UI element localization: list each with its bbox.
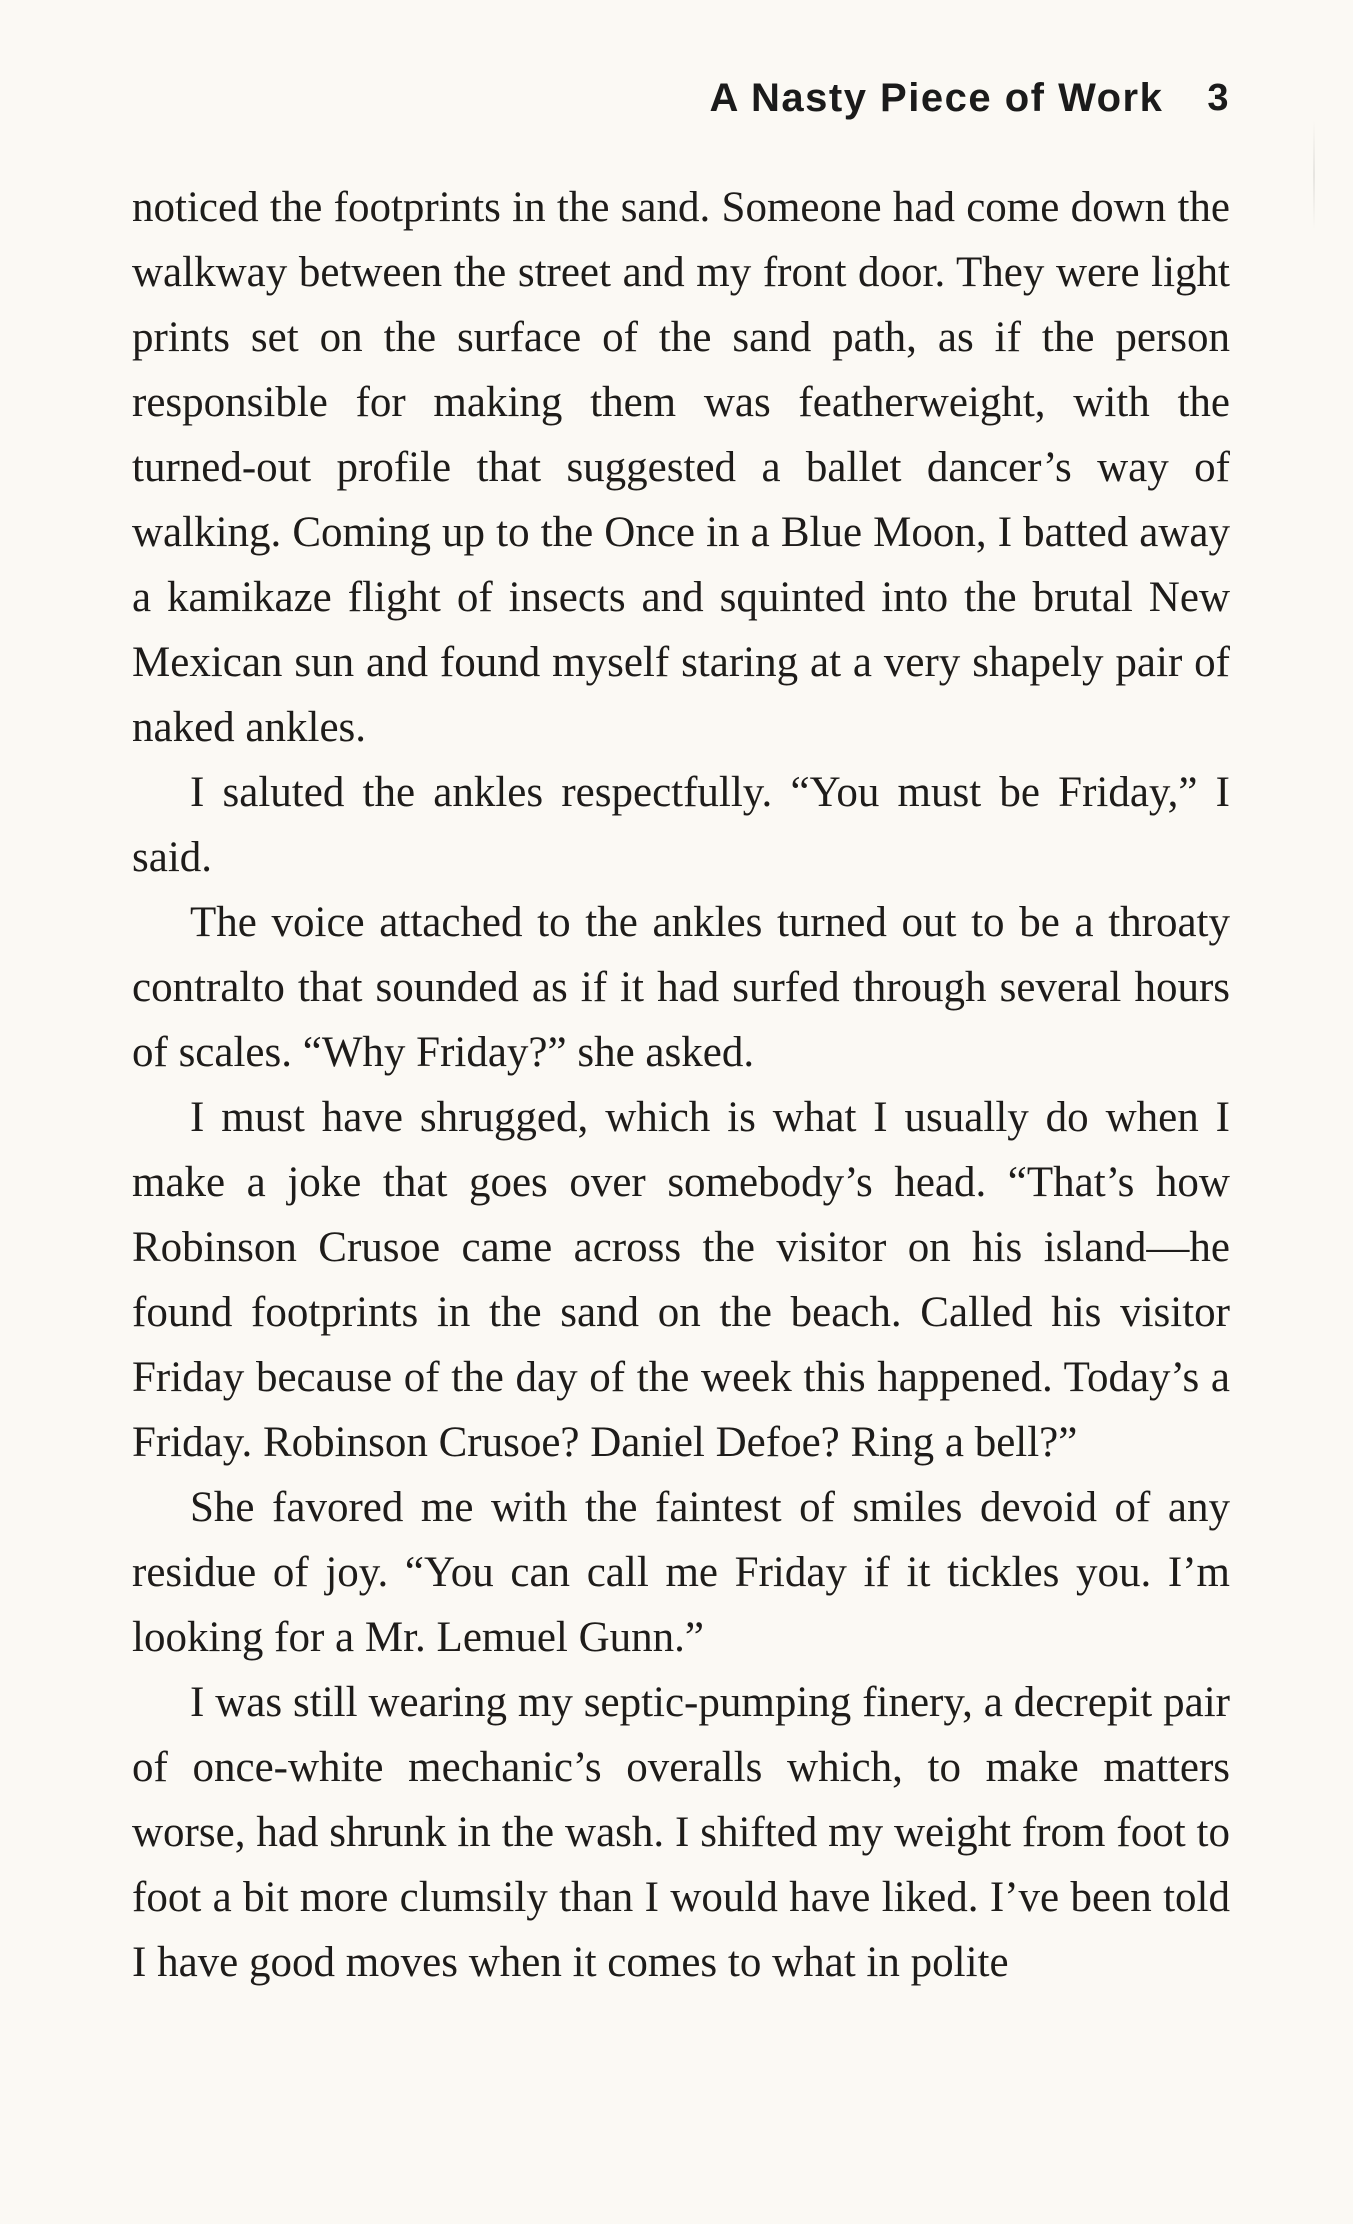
page-number: 3 <box>1207 76 1230 119</box>
paragraph: noticed the footprints in the sand. Someone had come down the walkway between the street and my front door. They were light prints set on the surface of the sand path, as if the person responsible for making them was featherweight, with the turned-out profile that suggested a ballet dancer’s way of walking. Coming up to the Once in a Blue Moon, I batted away a kamikaze flight of insects and squinted into the brutal New Mexican sun and found myself staring at a very shapely pair of naked ankles. <box>132 184 1230 751</box>
paragraph: I saluted the ankles respectfully. “You must be Friday,” I said. <box>132 769 1230 881</box>
running-header <box>132 68 1230 128</box>
running-header-title: A Nasty Piece of Work <box>709 75 1164 120</box>
paragraph: I was still wearing my septic-pumping finery, a decrepit pair of once-white mechanic’s overalls which, to make matters worse, had shrunk in the wash. I shifted my weight from foot to foot a bit more clumsily than I would have liked. I’ve been told I have good moves when it comes to what in polite <box>132 1679 1230 1986</box>
paragraph: I must have shrugged, which is what I usually do when I make a joke that goes over somebody’s head. “That’s how Robinson Crusoe came across the visitor on his island—he found footprints in the sand on the beach. Called his visitor Friday because of the day of the week this happened. Today’s a Friday. Robinson Crusoe? Daniel Defoe? Ring a bell?” <box>132 1094 1230 1466</box>
paragraph: The voice attached to the ankles turned out to be a throaty contralto that sounded as if it had surfed through several hours of scales. “Why Friday?” she asked. <box>132 899 1230 1076</box>
body-text <box>132 175 1230 1995</box>
page-edge-shadow <box>1313 120 1315 230</box>
paragraph: She favored me with the faintest of smiles devoid of any residue of joy. “You can call me Friday if it tickles you. I’m looking for a Mr. Lemuel Gunn.” <box>132 1484 1230 1661</box>
